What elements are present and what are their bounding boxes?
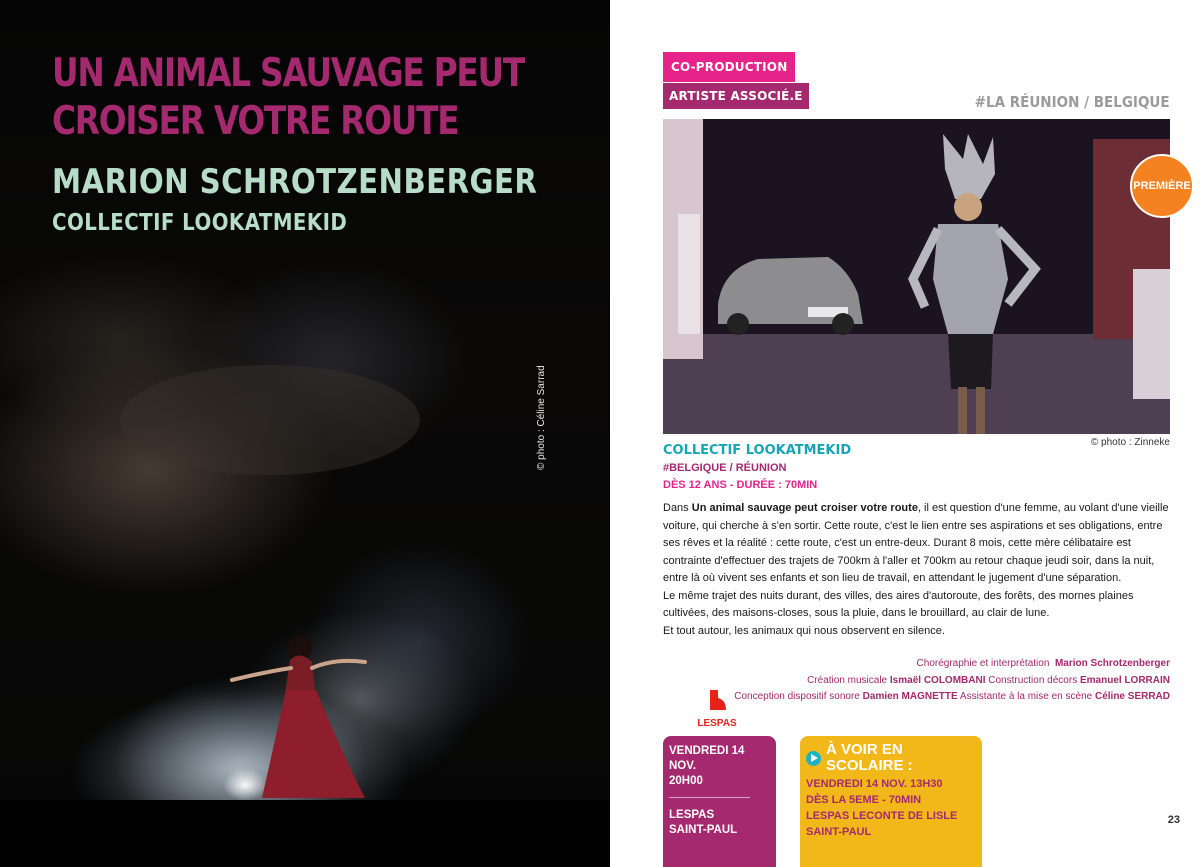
description-body: , il est question d'une femme, au volant d'une vieille voiture, qui cherche à s'en sortir. Cette route, c'est le lien entre ses aspirations et ses obligations, entre ses rêves et la réalité : cette route, c'est un entre-deux. Durant 8 mois, cette mère célibataire est contrainte d'effectuer des trajets de 700km à l'aller et 700km au retour chaque jeudi soir, dans la nuit, entre là où vivent ses enfants et son lieu de travail, en attendant le jugement d'une séparation. [663, 502, 1169, 584]
description-show-title: Un animal sauvage peut croiser votre route [691, 502, 918, 514]
show-photo [663, 119, 1170, 434]
credit-name: Emanuel LORRAIN [1079, 674, 1170, 686]
school-venue: LESPAS LECONTE DE LISLE [806, 810, 958, 822]
credit-name: Damien MAGNETTE [862, 691, 958, 702]
credit-name: Ismaël COLOMBANI [889, 674, 986, 686]
credit-name: Céline SERRAD [1094, 691, 1170, 702]
credit-role: Construction décors [988, 674, 1078, 686]
date-box-divider [669, 797, 750, 798]
credit-role: Conception dispositif sonore [734, 691, 860, 702]
company-name: COLLECTIF LOOKATMEKID [52, 210, 348, 236]
play-icon [806, 751, 821, 766]
school-city: SAINT-PAUL [806, 826, 872, 838]
description-intro: Dans [663, 502, 692, 514]
right-page [610, 0, 1200, 867]
performance-time: 20H00 [669, 775, 703, 787]
artist-name: MARION SCHROTZENBERGER [52, 162, 538, 202]
credits-line-1 [650, 656, 1170, 673]
company-title: COLLECTIF LOOKATMEKID [663, 443, 852, 458]
show-title [52, 50, 524, 146]
credit-role: Chorégraphie et interprétation [916, 658, 1050, 669]
premiere-badge: PREMIÈRE [1130, 154, 1194, 218]
description-paragraph-1 [663, 500, 1173, 588]
performance-date: VENDREDI 14 NOV. [669, 745, 745, 772]
school-title-text: À VOIR EN SCOLAIRE : [826, 741, 913, 774]
associated-artist-tag: ARTISTE ASSOCIÉ.E [663, 83, 809, 109]
company-origin: #BELGIQUE / RÉUNION [663, 462, 787, 474]
credit-role: Création musicale [807, 674, 888, 686]
credit-role: Assistante à la mise en scène [959, 691, 1093, 702]
performance-venue: LESPAS [669, 809, 715, 821]
school-title [806, 742, 976, 774]
credits-line-2 [650, 673, 1170, 690]
description-paragraph-3: Et tout autour, les animaux qui nous observent en silence. [663, 624, 945, 637]
credit-name: Marion Schrotzenberger [1054, 658, 1170, 669]
photo-credit-right: © photo : Zinneke [1090, 437, 1170, 448]
performance-date-box [663, 736, 776, 867]
age-duration: DÈS 12 ANS - DURÉE : 70MIN [663, 479, 818, 491]
coproduction-tag: CO-PRODUCTION [663, 52, 795, 82]
photo-credit-left: © photo : Céline Sarrad [536, 365, 547, 470]
page-number: 23 [1167, 814, 1180, 826]
lespas-logo [696, 688, 738, 732]
description-paragraph-2: Le même trajet des nuits durant, des villes, des aires d'autoroute, des forêts, des mornes plaines cultivées, des maisons-closes, sous la pluie, dans le brouillard, au clair de lune. [663, 589, 1134, 619]
show-title-line-2: CROISER VOTRE ROUTE [52, 99, 459, 144]
school-audience: DÈS LA 5EME - 70MIN [806, 794, 922, 806]
show-title-line-1: UN ANIMAL SAUVAGE PEUT [52, 51, 524, 96]
origin-hashtag: #LA RÉUNION / BELGIQUE [975, 93, 1170, 111]
school-performance-box [800, 736, 982, 867]
show-description [663, 500, 1173, 640]
lespas-logo-text: LESPAS [697, 718, 737, 729]
school-date-time: VENDREDI 14 NOV. 13H30 [806, 778, 943, 790]
performance-city: SAINT-PAUL [669, 824, 738, 836]
